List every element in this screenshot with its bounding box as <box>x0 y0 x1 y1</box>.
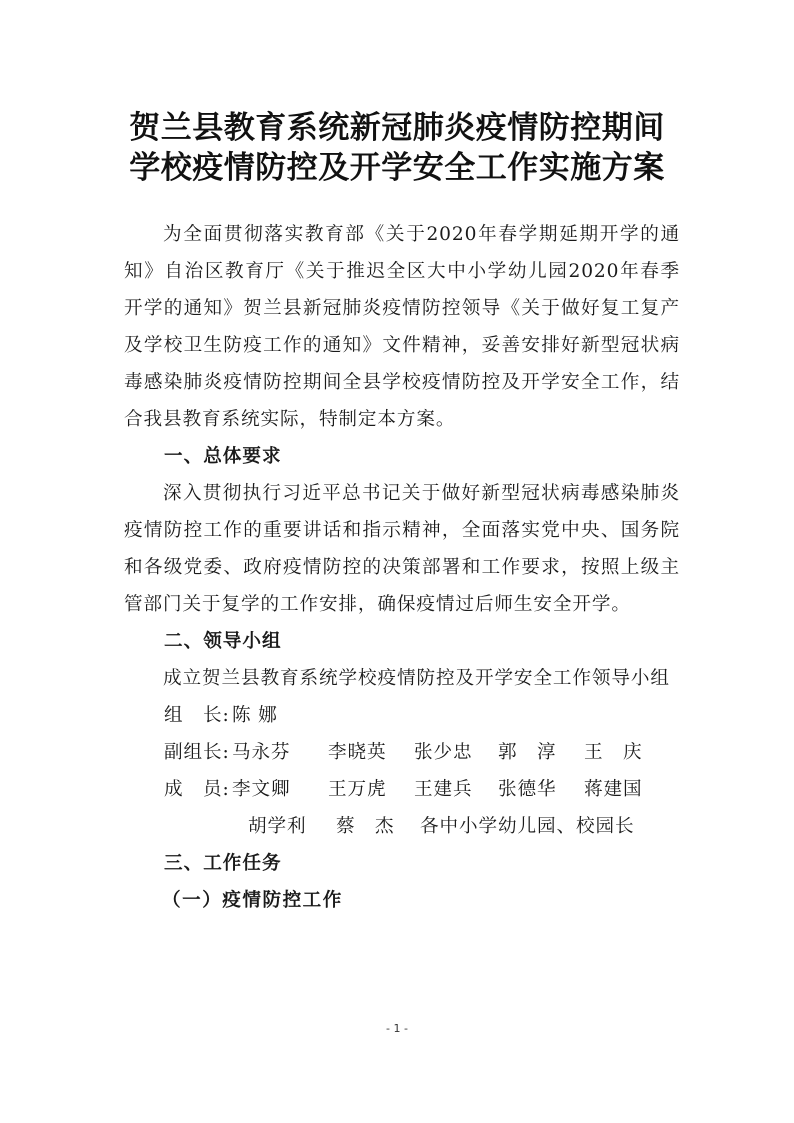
deputy-name: 张少忠 <box>414 742 473 763</box>
section2-heading: 二、领导小组 <box>164 631 282 652</box>
member-label: 成 员: <box>164 779 230 800</box>
member-name: 胡学利 <box>248 816 307 837</box>
member-name: 张德华 <box>498 779 557 800</box>
member-name: 蒋建国 <box>584 779 643 800</box>
leader-name: 陈 娜 <box>232 705 278 726</box>
member-row-1 <box>124 771 680 808</box>
deputy-name: 王 庆 <box>584 742 643 763</box>
member-name: 李文卿 <box>232 779 291 800</box>
section2-paragraph: 成立贺兰县教育系统学校疫情防控及开学安全工作领导小组 <box>163 668 670 689</box>
deputy-row <box>124 734 680 771</box>
document-title-line1: 贺兰县教育系统新冠肺炎疫情防控期间 <box>129 110 665 146</box>
member-name: 王建兵 <box>414 779 473 800</box>
deputy-label: 副组长: <box>164 742 230 763</box>
member-name: 各中小学幼儿园、校园长 <box>420 816 635 837</box>
section3-subheading: （一）疫情防控工作 <box>162 890 343 911</box>
member-name: 王万虎 <box>328 779 387 800</box>
section1-heading: 一、总体要求 <box>164 446 282 467</box>
document-title-line2: 学校疫情防控及开学安全工作实施方案 <box>129 150 665 186</box>
section1-paragraph: 深入贯彻执行习近平总书记关于做好新型冠状病毒感染肺炎疫情防控工作的重要讲话和指示精神，全面落实党中央、国务院和各级党委、政府疫情防控的决策部署和工作要求，按照上级主管部门关于复学的工作安排，确保疫情过后师生安全开学。 <box>124 483 680 615</box>
member-row-2 <box>124 808 680 845</box>
document-body <box>124 216 680 919</box>
deputy-name: 李晓英 <box>328 742 387 763</box>
section3-heading: 三、工作任务 <box>164 853 282 874</box>
leader-row <box>124 697 680 734</box>
page-number: - 1 - <box>386 1022 408 1035</box>
intro-paragraph: 为全面贯彻落实教育部《关于2020年春学期延期开学的通知》自治区教育厅《关于推迟全区大中小学幼儿园2020年春季开学的通知》贺兰县新冠肺炎疫情防控领导《关于做好复工复产及学校卫生防疫工作的通知》文件精神，妥善安排好新型冠状病毒感染肺炎疫情防控期间全县学校疫情防控及开学安全工作，结合我县教育系统实际，特制定本方案。 <box>124 224 680 430</box>
deputy-name: 郭 淳 <box>498 742 557 763</box>
deputy-name: 马永芬 <box>232 742 291 763</box>
member-name: 蔡 杰 <box>336 816 395 837</box>
leader-label: 组 长: <box>164 705 230 726</box>
